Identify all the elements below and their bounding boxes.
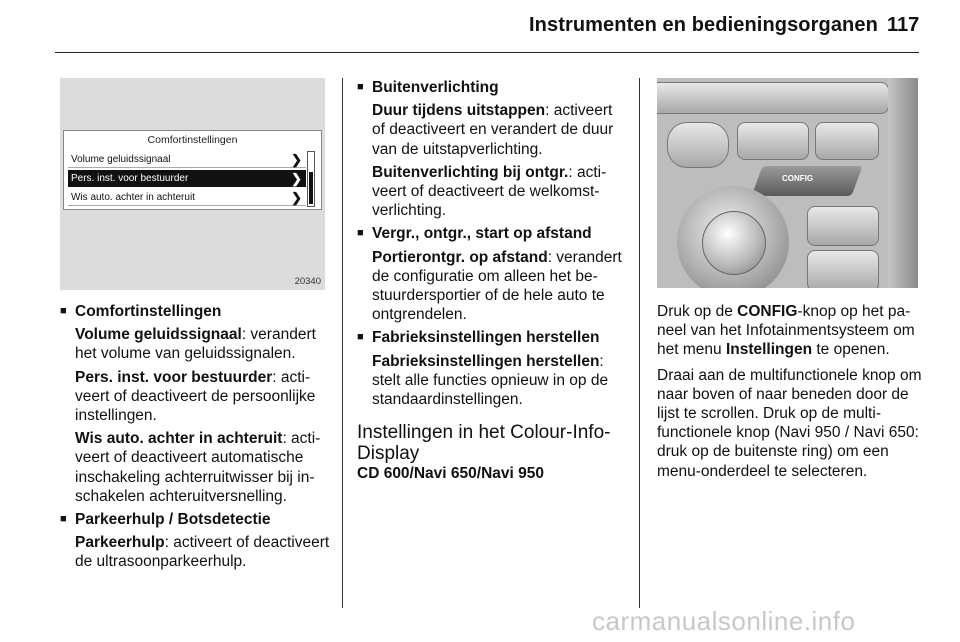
column-divider-1 (342, 78, 343, 608)
watermark: carmanualsonline.info (592, 606, 856, 636)
paragraph (75, 429, 330, 506)
panel-frame (888, 78, 918, 288)
figure-comfort-menu (60, 78, 325, 290)
figure-number: 20340 (294, 276, 321, 287)
menu-item (68, 151, 306, 168)
chevron-right-icon: ❯ (291, 190, 302, 205)
panel-button-row (657, 82, 889, 114)
description: : stelt alle functies opnieuw in op de standaardinstellingen. (372, 352, 609, 409)
menu-item-label: Volume geluidssignaal (71, 154, 171, 165)
header-rule (55, 52, 919, 53)
panel-button-row (737, 122, 809, 160)
paragraph (75, 368, 330, 426)
term: Buitenverlichting bij ontgr. (372, 163, 569, 181)
page-header-title: Instrumenten en bedieningsorganen (529, 14, 878, 36)
chevron-right-icon: ❯ (291, 171, 302, 186)
column-2 (357, 78, 629, 483)
term: Pers. inst. voor bestuurder (75, 368, 273, 386)
section-subtitle: CD 600/Navi 650/Navi 950 (357, 465, 544, 483)
bullet-heading: ■ Parkeerhulp / Botsdetectie (60, 510, 330, 529)
menu-scrollbar (307, 151, 315, 207)
description: : activeert of deactiveert de welkomstverlichting. (372, 163, 607, 220)
term: Wis auto. achter in achteruit (75, 430, 283, 448)
menu-item-selected (68, 170, 306, 187)
term: Volume geluidssignaal (75, 326, 242, 344)
multifunction-knob (702, 211, 766, 275)
text: te openen. (812, 341, 890, 359)
term: Fabrieksinstellingen herstellen (372, 352, 600, 370)
term: Parkeerhulp (75, 534, 165, 552)
description: : activeert of deactiveert en verandert de duur van de uitstapverlichting. (372, 102, 614, 158)
paragraph (75, 325, 330, 363)
text: -knop op het paneel van het Infotainmentsysteem om het menu (657, 303, 915, 359)
menu-item-label: Wis auto. achter in achteruit (71, 192, 195, 203)
column-divider-2 (639, 78, 640, 608)
scrollbar-thumb (309, 172, 313, 204)
bullet-heading: ■ Comfortinstellingen (60, 302, 330, 321)
paragraph (75, 533, 330, 571)
column-3 (657, 302, 927, 487)
description: : activeert of deactiveert de persoonlijke instellingen. (75, 368, 316, 425)
term: Portierontgr. op afstand (372, 248, 548, 266)
menu-panel (63, 130, 322, 210)
paragraph: Draai aan de multifunctionele knop om naar boven of naar beneden door de lijst te scrollen. Druk op de multifunctionele knop (Navi 950 / Navi 650: druk op de buitenste ring) om een menu-onderdeel te selecteren. (657, 366, 922, 480)
description: : verandert het volume van geluidssignalen. (75, 326, 316, 363)
panel-button-row (807, 206, 879, 246)
page-number: 117 (887, 14, 920, 36)
paragraph (372, 248, 629, 325)
bullet-heading: ■ Buitenverlichting (357, 78, 629, 97)
menu-title: Comfortinstellingen (147, 134, 238, 146)
description: : verandert de configuratie om alleen het bestuurdersportier of de hele auto te ontgrendelen. (372, 248, 622, 324)
text: Druk op de (657, 303, 738, 320)
config-button-label: CONFIG (782, 174, 814, 183)
settings-term: Instellingen (725, 341, 813, 359)
description: : activeert of deactiveert de ultrasoonparkeerhulp. (75, 534, 330, 571)
column-1 (60, 302, 330, 572)
menu-item (68, 189, 306, 206)
paragraph (372, 352, 629, 410)
section-title: Instellingen in het Colour-Info-Display (357, 422, 611, 465)
panel-button-row (815, 122, 879, 160)
panel-button-row (807, 250, 879, 288)
config-term: CONFIG (737, 303, 798, 320)
menu-item-label: Pers. inst. voor bestuurder (71, 173, 189, 184)
term: Duur tijdens uitstappen (372, 102, 546, 120)
panel-button-row (667, 122, 729, 168)
paragraph (372, 101, 629, 159)
paragraph (657, 302, 927, 360)
chevron-right-icon: ❯ (291, 152, 302, 167)
description: : activeert of deactiveert automatische inschakeling achterruitwisser bij inschakelen achteruitversnelling. (75, 430, 321, 505)
bullet-heading: ■ Vergr., ontgr., start op afstand (357, 224, 629, 243)
paragraph (372, 163, 629, 221)
bullet-heading: ■ Fabrieksinstellingen herstellen (357, 328, 629, 347)
figure-control-panel (657, 78, 918, 288)
